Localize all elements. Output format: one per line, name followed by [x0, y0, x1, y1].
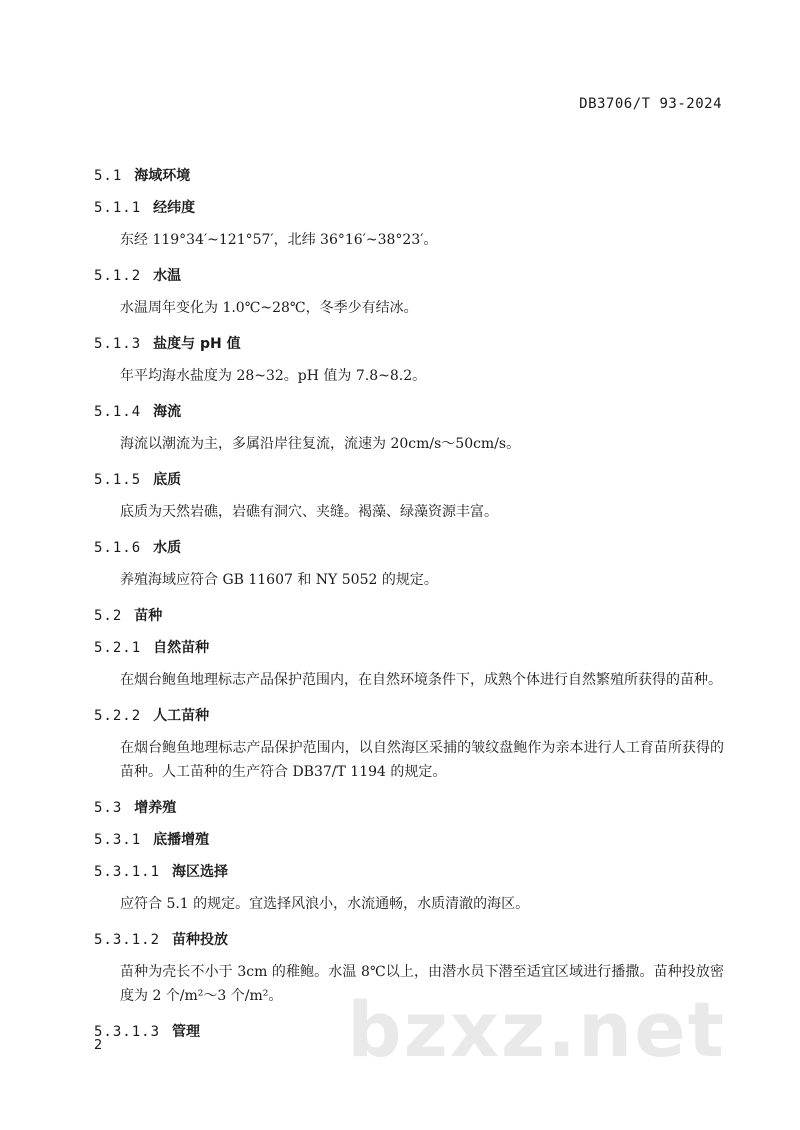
section-paragraph: 年平均海水盐度为 28~32。pH 值为 7.8~8.2。 — [120, 368, 427, 384]
section-heading — [94, 792, 724, 824]
section-title: 水质 — [153, 540, 182, 556]
section-number: 5.3.1 — [94, 832, 142, 848]
section-number: 5.1 — [94, 168, 123, 184]
page-number: 2 — [94, 1038, 103, 1053]
section-title: 苗种 — [134, 608, 163, 624]
section-title: 管理 — [172, 1024, 201, 1040]
section-heading — [94, 856, 724, 888]
section-title: 水温 — [153, 268, 182, 284]
section-heading — [94, 924, 724, 956]
section-heading — [94, 600, 724, 632]
section-title: 自然苗种 — [153, 640, 210, 656]
watermark: bzxz.net — [347, 985, 726, 1074]
section-heading — [94, 532, 724, 564]
section-heading — [94, 396, 724, 428]
section-heading — [94, 328, 724, 360]
document-body — [94, 160, 724, 1048]
section-title: 海流 — [153, 404, 182, 420]
section-heading — [94, 824, 724, 856]
section-number: 5.2.2 — [94, 708, 142, 724]
section-heading — [94, 632, 724, 664]
section-number: 5.3.1.2 — [94, 932, 161, 948]
section-title: 盐度与 pH 值 — [153, 336, 241, 352]
section-number: 5.1.4 — [94, 404, 142, 420]
section-title: 海区选择 — [172, 864, 229, 880]
section-title: 苗种投放 — [172, 932, 229, 948]
section-title: 经纬度 — [153, 200, 196, 216]
section-title: 底播增殖 — [153, 832, 210, 848]
section-paragraph: 在烟台鲍鱼地理标志产品保护范围内，以自然海区采捕的皱纹盘鲍作为亲本进行人工育苗所获得的苗种。人工苗种的生产符合 DB37/T 1194 的规定。 — [120, 740, 724, 780]
section-number: 5.1.2 — [94, 268, 142, 284]
document-code: DB3706/T 93-2024 — [579, 96, 722, 112]
section-number: 5.1.6 — [94, 540, 142, 556]
section-heading — [94, 192, 724, 224]
section-paragraph: 东经 119°34′~121°57′，北纬 36°16′~38°23′。 — [120, 232, 438, 248]
section-title: 底质 — [153, 472, 182, 488]
section-paragraph: 应符合 5.1 的规定。宜选择风浪小，水流通畅，水质清澈的海区。 — [120, 896, 530, 912]
section-number: 5.1.3 — [94, 336, 142, 352]
section-heading — [94, 700, 724, 732]
section-number: 5.3.1.1 — [94, 864, 161, 880]
section-paragraph: 养殖海域应符合 GB 11607 和 NY 5052 的规定。 — [120, 572, 438, 588]
section-number: 5.3 — [94, 800, 123, 816]
section-paragraph: 水温周年变化为 1.0℃~28℃，冬季少有结冰。 — [120, 300, 418, 316]
section-paragraph: 苗种为壳长不小于 3cm 的稚鲍。水温 8℃以上，由潜水员下潜至适宜区域进行播撒。苗种投放密度为 2 个/m²～3 个/m²。 — [120, 964, 724, 1004]
section-number: 5.1.5 — [94, 472, 142, 488]
section-paragraph: 底质为天然岩礁，岩礁有洞穴、夹缝。褐藻、绿藻资源丰富。 — [120, 504, 498, 520]
section-number: 5.2.1 — [94, 640, 142, 656]
section-title: 增养殖 — [134, 800, 177, 816]
section-heading — [94, 464, 724, 496]
section-number: 5.1.1 — [94, 200, 142, 216]
section-title: 海域环境 — [134, 168, 191, 184]
section-heading — [94, 260, 724, 292]
section-heading — [94, 160, 724, 192]
section-number: 5.2 — [94, 608, 123, 624]
section-title: 人工苗种 — [153, 708, 210, 724]
section-number: 5.3.1.3 — [94, 1024, 161, 1040]
section-paragraph: 在烟台鲍鱼地理标志产品保护范围内，在自然环境条件下，成熟个体进行自然繁殖所获得的苗种。 — [120, 672, 722, 688]
section-paragraph: 海流以潮流为主，多属沿岸往复流，流速为 20cm/s～50cm/s。 — [120, 436, 521, 452]
